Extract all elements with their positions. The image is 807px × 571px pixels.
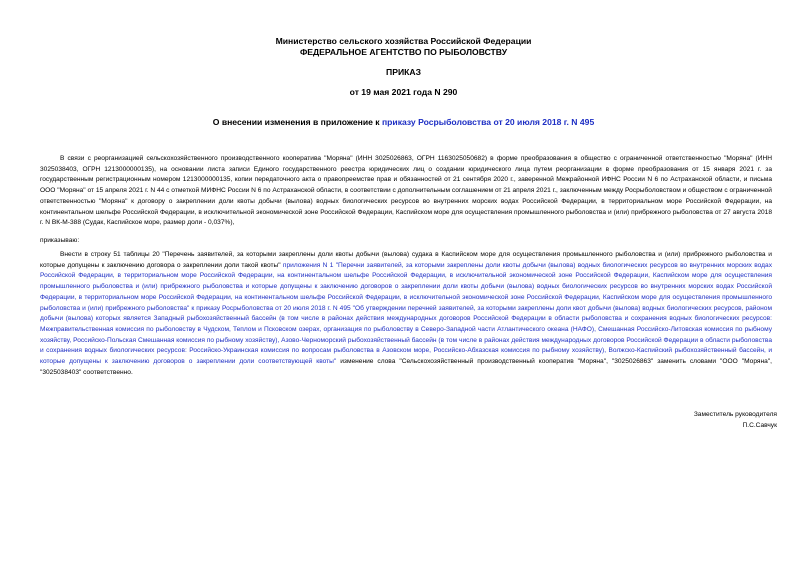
document-type: ПРИКАЗ [386,67,421,77]
document-header [0,36,807,58]
amendment-link[interactable]: приложения N 1 "Перечни заявителей, за которыми закреплены доли квоты добычи (вылова) водных биологических ресурсов во внутренних морских водах Российской Федерации, в территориальном море Российской Федерации, на континентальном шельфе Российской Федерации, в исключительной экономической зоне Российской Федерации, Каспийском море для осуществления промышленного рыболовства и (или) прибрежного рыболовства и которые допущены к заключению договоров о закреплении доли квоты добычи (вылова) водных биологических ресурсов во внутренних морских водах Российской Федерации, в территориальном море Российской Федерации, на континентальном шельфе Российской Федерации, в исключительной экономической зоне Российской Федерации, Каспийском море для осуществления промышленного рыболовства и (или) прибрежного рыболовства" к приказу Росрыболовства от 20 июля 2018 г. N 495 "Об утверждении перечней заявителей, за которыми закреплены доли квот добычи (вылова) водных биологических ресурсов, районом добычи (вылова) которых является Западный рыбохозяйственный бассейн (в том числе в районах действия международных договоров Российской Федерации в области рыболовства и сохранения водных биологических ресурсов: Межправительственная комиссия по рыболовству в Чудском, Теплом и Псковском озерах, организация по рыболовству в Северо-Западной части Атлантического океана (НАФО), Смешанная Российско-Литовская комиссия по рыбному хозяйству, Российско-Польская Смешанная комиссия по рыбному хозяйству), Азово-Черноморский рыбохозяйственный бассейн (в том числе в районах действия международных договоров Российской Федерации в области рыболовства и сохранения водных биологических ресурсов: Российско-Украинская комиссия по вопросам рыболовства в Азовском море, Российско-Абхазская комиссия по рыбному хозяйству), Волжско-Каспийский рыбохозяйственный бассейн, и которые допущены к заключению договоров о закреплении доли соответствующей квоты" [40,261,772,366]
amendment-text-start: Внести в строку 51 таблицы 20 "Перечень заявителей, за которыми закреплены доли квоты добычи (вылова) судака в Каспийском море для осуществления промышленного рыболовства и (или) прибрежного рыболовства и которые допущены к заключению договора о закреплении доли такой квоты" [40,251,772,269]
title-prefix: О внесении изменения в приложение к [212,117,382,127]
document-title [0,117,807,127]
signature-block [694,410,777,431]
title-link[interactable]: приказу Росрыболовства от 20 июля 2018 г. N 495 [381,117,595,127]
paragraph-order-word: приказываю: [40,237,80,244]
paragraph-amendment [40,250,772,378]
paragraph-preamble: В связи с реорганизацией сельскохозяйственного производственного кооператива "Моряна" (ИНН 3025026863, ОГРН 1163025050682) в форме преобразования в общество с ограниченной ответственностью "Моряна" (ИНН 3025038403, ОГРН 1213000000135), на основании листа записи Единого государственного реестра юридических лиц о создании юридического лица путем реорганизации в форме преобразования от 15 января 2021 г. за государственным регистрационным номером 1213000000135, копии передаточного акта о правопреемстве прав и обязанностей от 21 сентября 2020 г., заверенной Межрайонной ИФНС России N 6 по Астраханской области, и письма ООО "Моряна" от 15 апреля 2021 г. N 44 с отметкой МИФНС России N 6 по Астраханской области, в соответствии с дополнительным соглашением от 21 апреля 2021 г., заключенным между Росрыболовством и обществом с ограниченной ответственностью "Моряна" к договору о закреплении доли квоты добычи (вылова) водных биологических ресурсов во внутренних морских водах Российской Федерации, в территориальном море Российской Федерации, на континентальном шельфе Российской Федерации, в исключительной экономической зоне Российской Федерации, Каспийском море для осуществления промышленного рыболовства и (или) прибрежного рыболовства от 27 августа 2018 г. N ВК-М-388 (Судак, Каспийское море, размер доли - 0,037%), [40,155,772,227]
signature-name: П.С.Савчук [742,421,777,429]
document-date: от 19 мая 2021 года N 290 [349,87,458,97]
ministry-name: Министерство сельского хозяйства Российской Федерации [275,36,532,46]
signature-position: Заместитель руководителя [693,411,777,418]
agency-name: ФЕДЕРАЛЬНОЕ АГЕНТСТВО ПО РЫБОЛОВСТВУ [299,47,508,57]
amendment-text-end: изменение слова "Сельскохозяйственный производственный кооператив "Моряна", "3025026863" заменить словами "ООО "Моряна", "3025038403" соответственно. [40,358,772,376]
